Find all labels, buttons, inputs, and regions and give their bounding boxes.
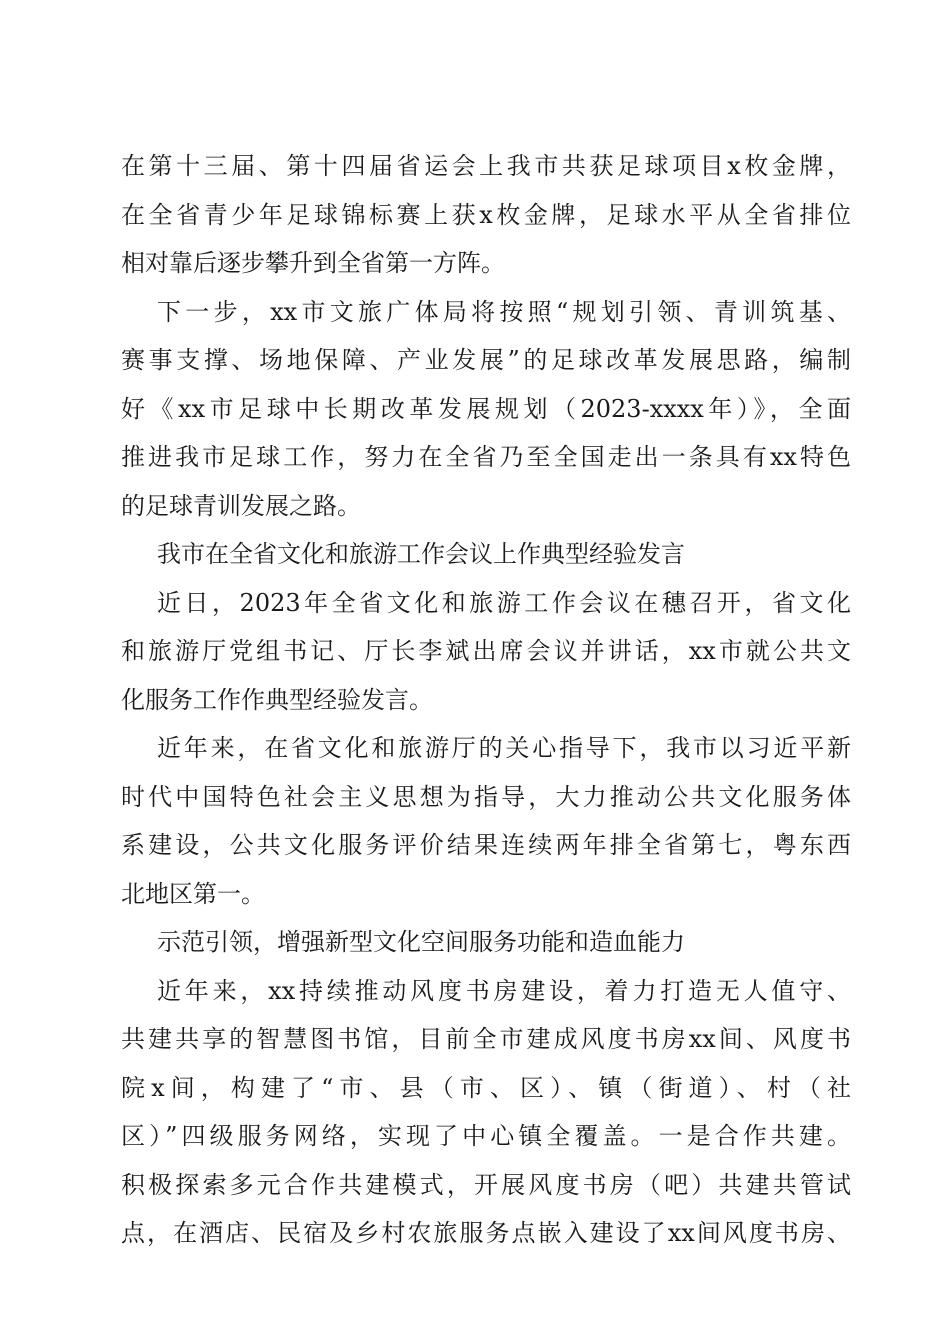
text-line: 和旅游厅党组书记、厅长李斌出席会议并讲话，xx市就公共文 [121, 637, 851, 665]
text-line: 推进我市足球工作，努力在全省乃至全国走出一条具有xx特色 [121, 443, 851, 471]
text-line: 院x间，构建了“市、县（市、区）、镇（街道）、村（社 [121, 1073, 851, 1102]
text-line: 近日，2023年全省文化和旅游工作会议在穗召开，省文化 [157, 588, 851, 617]
text-line: 共建共享的智慧图书馆，目前全市建成风度书房xx间、风度书 [121, 1025, 851, 1053]
text-line: 好《xx市足球中长期改革发展规划（2023-xxxx年）》，全面 [121, 394, 851, 423]
text-line: 下一步，xx市文旅广体局将按照“规划引领、青训筑基、 [157, 297, 851, 326]
text-line: 区）”四级服务网络，实现了中心镇全覆盖。一是合作共建。 [121, 1122, 851, 1150]
text-line: 化服务工作作典型经验发言。 [121, 685, 433, 714]
text-line: 时代中国特色社会主义思想为指导，大力推动公共文化服务体 [121, 782, 851, 811]
text-line: 系建设，公共文化服务评价结果连续两年排全省第七，粤东西 [121, 831, 851, 859]
text-line: 相对靠后逐步攀升到全省第一方阵。 [121, 249, 505, 277]
text-line: 在第十三届、第十四届省运会上我市共获足球项目x枚金牌， [121, 152, 851, 180]
text-line: 赛事支撑、场地保障、产业发展”的足球改革发展思路，编制 [121, 346, 851, 374]
text-line: 近年来，xx持续推动风度书房建设，着力打造无人值守、 [157, 976, 851, 1005]
text-line: 北地区第一。 [121, 879, 265, 908]
text-line: 积极探索多元合作共建模式，开展风度书房（吧）共建共管试 [121, 1170, 851, 1199]
section-heading: 示范引领，增强新型文化空间服务功能和造血能力 [157, 928, 685, 956]
document-body [121, 142, 851, 1258]
text-line: 在全省青少年足球锦标赛上获x枚金牌，足球水平从全省排位 [121, 200, 851, 229]
text-line: 点，在酒店、民宿及乡村农旅服务点嵌入建设了xx间风度书房、 [121, 1219, 851, 1247]
text-line: 的足球青训发展之路。 [121, 491, 361, 520]
section-heading: 我市在全省文化和旅游工作会议上作典型经验发言 [157, 540, 685, 568]
text-line: 近年来，在省文化和旅游厅的关心指导下，我市以习近平新 [157, 734, 851, 762]
